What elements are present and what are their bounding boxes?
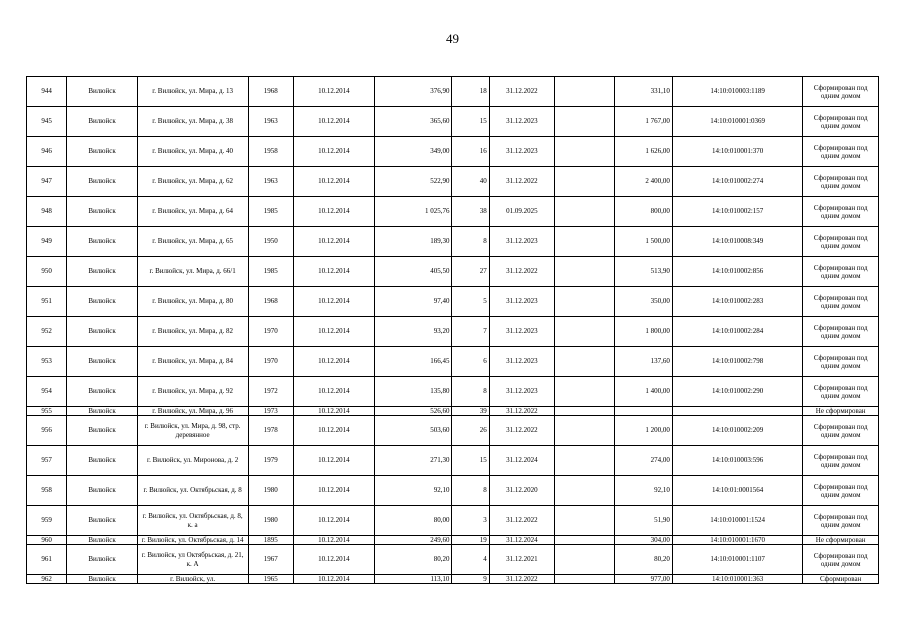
cell-address: г. Вилюйск, ул. Мира, д. 38 (137, 107, 248, 137)
table-row (27, 317, 879, 347)
cell-city: Вилюйск (67, 287, 137, 317)
cell-city: Вилюйск (67, 317, 137, 347)
cell-cadastral-number: 14:10:010001:1107 (672, 545, 802, 575)
cell-city: Вилюйск (67, 137, 137, 167)
cell-address: г. Вилюйск, ул. Мира, д. 98, стр. деревянное (137, 416, 248, 446)
cell-number: 961 (27, 545, 67, 575)
cell-deadline: 31.12.2022 (489, 407, 554, 416)
cell-land-area: 92,10 (614, 476, 672, 506)
cell-year: 1978 (248, 416, 294, 446)
cell-date: 10.12.2014 (294, 227, 375, 257)
cell-number: 959 (27, 506, 67, 536)
cell-address: г. Вилюйск, ул. Мира, д. 84 (137, 347, 248, 377)
cell-residents: 40 (452, 167, 489, 197)
cell-area: 97,40 (374, 287, 452, 317)
cell-land-area: 350,00 (614, 287, 672, 317)
table-row (27, 476, 879, 506)
cell-deadline: 31.12.2022 (489, 77, 554, 107)
cell-date: 10.12.2014 (294, 536, 375, 545)
cell-area: 271,30 (374, 446, 452, 476)
cell-date: 10.12.2014 (294, 407, 375, 416)
cell-year: 1963 (248, 107, 294, 137)
cell-date: 10.12.2014 (294, 287, 375, 317)
cell-date: 10.12.2014 (294, 575, 375, 584)
cell-year: 1970 (248, 317, 294, 347)
cell-status: Сформирован под одним домом (803, 506, 879, 536)
cell-address: г. Вилюйск, ул. (137, 575, 248, 584)
table-row (27, 257, 879, 287)
cell-area: 503,60 (374, 416, 452, 446)
cell-number: 954 (27, 377, 67, 407)
cell-year: 1973 (248, 407, 294, 416)
cell-deadline: 31.12.2023 (489, 347, 554, 377)
cell-cadastral-number: 14:10:010002:283 (672, 287, 802, 317)
cell-area: 405,50 (374, 257, 452, 287)
cell-residents: 5 (452, 287, 489, 317)
cell-empty (554, 197, 614, 227)
cell-residents: 18 (452, 77, 489, 107)
cell-date: 10.12.2014 (294, 107, 375, 137)
cell-number: 955 (27, 407, 67, 416)
cell-status: Сформирован под одним домом (803, 347, 879, 377)
cell-cadastral-number: 14:10:010003:596 (672, 446, 802, 476)
cell-empty (554, 287, 614, 317)
cell-year: 1963 (248, 167, 294, 197)
cell-status: Сформирован под одним домом (803, 197, 879, 227)
table-row (27, 167, 879, 197)
cell-year: 1985 (248, 257, 294, 287)
cell-cadastral-number: 14:10:010002:209 (672, 416, 802, 446)
cell-area: 249,60 (374, 536, 452, 545)
cell-year: 1970 (248, 347, 294, 377)
cell-cadastral-number: 14:10:010008:349 (672, 227, 802, 257)
cell-city: Вилюйск (67, 107, 137, 137)
cell-cadastral-number: 14:10:010002:157 (672, 197, 802, 227)
cell-land-area: 513,90 (614, 257, 672, 287)
cell-empty (554, 347, 614, 377)
cell-address: г. Вилюйск, ул. Миронова, д. 2 (137, 446, 248, 476)
cell-cadastral-number: 14:10:010001:0369 (672, 107, 802, 137)
cell-empty (554, 167, 614, 197)
cell-date: 10.12.2014 (294, 167, 375, 197)
cell-address: г. Вилюйск, ул. Мира, д. 62 (137, 167, 248, 197)
cell-land-area: 1 626,00 (614, 137, 672, 167)
cell-date: 10.12.2014 (294, 377, 375, 407)
cell-date: 10.12.2014 (294, 197, 375, 227)
cell-year: 1972 (248, 377, 294, 407)
cell-year: 1895 (248, 536, 294, 545)
cell-land-area: 1 200,00 (614, 416, 672, 446)
cell-land-area: 274,00 (614, 446, 672, 476)
cell-residents: 9 (452, 575, 489, 584)
cell-area: 526,60 (374, 407, 452, 416)
table-row (27, 347, 879, 377)
cell-number: 962 (27, 575, 67, 584)
cell-area: 113,10 (374, 575, 452, 584)
table-row (27, 545, 879, 575)
cell-cadastral-number: 14:10:010002:798 (672, 347, 802, 377)
table-row (27, 197, 879, 227)
cell-number: 945 (27, 107, 67, 137)
cell-city: Вилюйск (67, 536, 137, 545)
cell-date: 10.12.2014 (294, 137, 375, 167)
cell-status: Не сформирован (803, 536, 879, 545)
table-row (27, 77, 879, 107)
cell-residents: 26 (452, 416, 489, 446)
cell-address: г. Вилюйск, ул. Мира, д. 13 (137, 77, 248, 107)
cell-city: Вилюйск (67, 476, 137, 506)
cell-city: Вилюйск (67, 575, 137, 584)
table-row (27, 107, 879, 137)
cell-status: Сформирован под одним домом (803, 257, 879, 287)
cell-land-area: 137,60 (614, 347, 672, 377)
cell-land-area: 1 400,00 (614, 377, 672, 407)
cell-number: 950 (27, 257, 67, 287)
cell-date: 10.12.2014 (294, 446, 375, 476)
cell-address: г. Вилюйск, ул. Мира, д. 82 (137, 317, 248, 347)
cell-status: Сформирован под одним домом (803, 446, 879, 476)
cell-area: 376,90 (374, 77, 452, 107)
cell-land-area: 1 500,00 (614, 227, 672, 257)
cell-year: 1980 (248, 476, 294, 506)
cell-area: 92,10 (374, 476, 452, 506)
cell-cadastral-number: 14:10:010001:1670 (672, 536, 802, 545)
cell-address: г. Вилюйск, ул. Октябрьская, д. 8, к. а (137, 506, 248, 536)
cell-land-area: 1 767,00 (614, 107, 672, 137)
cell-city: Вилюйск (67, 377, 137, 407)
cell-deadline: 01.09.2025 (489, 197, 554, 227)
cell-address: г. Вилюйск, ул. Мира, д. 65 (137, 227, 248, 257)
cell-residents: 4 (452, 545, 489, 575)
cell-empty (554, 317, 614, 347)
cell-city: Вилюйск (67, 347, 137, 377)
cell-empty (554, 137, 614, 167)
cell-residents: 27 (452, 257, 489, 287)
cell-residents: 15 (452, 446, 489, 476)
cell-empty (554, 506, 614, 536)
table-row (27, 446, 879, 476)
cell-number: 956 (27, 416, 67, 446)
cell-land-area: 977,00 (614, 575, 672, 584)
cell-number: 946 (27, 137, 67, 167)
cell-land-area: 80,20 (614, 545, 672, 575)
table-row (27, 287, 879, 317)
cell-residents: 39 (452, 407, 489, 416)
cell-area: 522,90 (374, 167, 452, 197)
cell-date: 10.12.2014 (294, 257, 375, 287)
table-row (27, 407, 879, 416)
cell-deadline: 31.12.2022 (489, 575, 554, 584)
cell-year: 1979 (248, 446, 294, 476)
cell-empty (554, 536, 614, 545)
cell-number: 948 (27, 197, 67, 227)
cell-deadline: 31.12.2023 (489, 137, 554, 167)
cell-address: г. Вилюйск, ул. Мира, д. 40 (137, 137, 248, 167)
cell-year: 1965 (248, 575, 294, 584)
cell-area: 80,20 (374, 545, 452, 575)
cell-land-area: 1 800,00 (614, 317, 672, 347)
cell-address: г. Вилюйск, ул. Мира, д. 66/1 (137, 257, 248, 287)
cell-area: 189,30 (374, 227, 452, 257)
cell-deadline: 31.12.2023 (489, 377, 554, 407)
table-row (27, 506, 879, 536)
cell-deadline: 31.12.2023 (489, 287, 554, 317)
cell-deadline: 31.12.2021 (489, 545, 554, 575)
cell-cadastral-number: 14:10:010001:1524 (672, 506, 802, 536)
cell-date: 10.12.2014 (294, 476, 375, 506)
cell-empty (554, 377, 614, 407)
cell-residents: 19 (452, 536, 489, 545)
cell-area: 349,00 (374, 137, 452, 167)
cell-residents: 8 (452, 227, 489, 257)
cell-residents: 8 (452, 476, 489, 506)
cell-number: 949 (27, 227, 67, 257)
cell-status: Сформирован под одним домом (803, 545, 879, 575)
cell-empty (554, 257, 614, 287)
cell-number: 951 (27, 287, 67, 317)
cell-year: 1980 (248, 506, 294, 536)
cell-address: г. Вилюйск, ул. Мира, д. 80 (137, 287, 248, 317)
cell-number: 952 (27, 317, 67, 347)
cell-year: 1950 (248, 227, 294, 257)
cell-city: Вилюйск (67, 227, 137, 257)
cell-deadline: 31.12.2022 (489, 416, 554, 446)
cell-empty (554, 227, 614, 257)
cell-residents: 38 (452, 197, 489, 227)
cell-empty (554, 416, 614, 446)
cell-empty (554, 77, 614, 107)
cell-city: Вилюйск (67, 77, 137, 107)
cell-empty (554, 407, 614, 416)
cell-status: Сформирован под одним домом (803, 287, 879, 317)
cell-empty (554, 476, 614, 506)
cell-date: 10.12.2014 (294, 545, 375, 575)
cell-empty (554, 107, 614, 137)
cell-address: г. Вилюйск, ул. Мира, д. 92 (137, 377, 248, 407)
cell-residents: 8 (452, 377, 489, 407)
cell-status: Не сформирован (803, 407, 879, 416)
cell-number: 944 (27, 77, 67, 107)
cell-residents: 7 (452, 317, 489, 347)
cell-land-area: 51,90 (614, 506, 672, 536)
cell-deadline: 31.12.2022 (489, 167, 554, 197)
cell-number: 958 (27, 476, 67, 506)
cell-number: 953 (27, 347, 67, 377)
cell-address: г. Вилюйск, ул. Мира, д. 64 (137, 197, 248, 227)
cell-empty (554, 575, 614, 584)
cell-deadline: 31.12.2023 (489, 107, 554, 137)
cell-date: 10.12.2014 (294, 506, 375, 536)
cell-date: 10.12.2014 (294, 317, 375, 347)
cell-cadastral-number: 14:10:01:0001564 (672, 476, 802, 506)
page-number: 49 (446, 31, 459, 46)
cell-status: Сформирован под одним домом (803, 377, 879, 407)
cell-address: г. Вилюйск, ул. Октябрьская, д. 14 (137, 536, 248, 545)
table-row (27, 377, 879, 407)
cell-status: Сформирован под одним домом (803, 77, 879, 107)
cell-address: г. Вилюйск, ул. Мира, д. 96 (137, 407, 248, 416)
cell-cadastral-number: 14:10:010001:370 (672, 137, 802, 167)
cell-empty (554, 446, 614, 476)
cell-land-area: 331,10 (614, 77, 672, 107)
cell-deadline: 31.12.2024 (489, 536, 554, 545)
cell-year: 1985 (248, 197, 294, 227)
cell-deadline: 31.12.2023 (489, 227, 554, 257)
cell-city: Вилюйск (67, 257, 137, 287)
cell-year: 1968 (248, 287, 294, 317)
table-row (27, 536, 879, 545)
cell-area: 166,45 (374, 347, 452, 377)
cell-area: 135,80 (374, 377, 452, 407)
cell-status: Сформирован (803, 575, 879, 584)
cell-land-area: 2 400,00 (614, 167, 672, 197)
cell-cadastral-number: 14:10:010002:284 (672, 317, 802, 347)
cell-address: г. Вилюйск, ул Октябрьская, д. 21, к. А (137, 545, 248, 575)
cell-date: 10.12.2014 (294, 347, 375, 377)
table-row (27, 227, 879, 257)
cell-cadastral-number (672, 407, 802, 416)
table-row (27, 416, 879, 446)
housing-registry-table (26, 76, 879, 584)
cell-deadline: 31.12.2024 (489, 446, 554, 476)
cell-land-area: 800,00 (614, 197, 672, 227)
cell-status: Сформирован под одним домом (803, 227, 879, 257)
cell-cadastral-number: 14:10:010003:1189 (672, 77, 802, 107)
cell-year: 1968 (248, 77, 294, 107)
cell-cadastral-number: 14:10:010002:290 (672, 377, 802, 407)
cell-status: Сформирован под одним домом (803, 167, 879, 197)
cell-year: 1958 (248, 137, 294, 167)
cell-deadline: 31.12.2022 (489, 257, 554, 287)
cell-residents: 15 (452, 107, 489, 137)
cell-cadastral-number: 14:10:010002:274 (672, 167, 802, 197)
cell-date: 10.12.2014 (294, 416, 375, 446)
cell-city: Вилюйск (67, 197, 137, 227)
cell-area: 365,60 (374, 107, 452, 137)
table-row (27, 137, 879, 167)
cell-date: 10.12.2014 (294, 77, 375, 107)
cell-residents: 6 (452, 347, 489, 377)
cell-number: 960 (27, 536, 67, 545)
cell-status: Сформирован под одним домом (803, 317, 879, 347)
cell-city: Вилюйск (67, 446, 137, 476)
cell-status: Сформирован под одним домом (803, 416, 879, 446)
cell-city: Вилюйск (67, 416, 137, 446)
cell-year: 1967 (248, 545, 294, 575)
cell-status: Сформирован под одним домом (803, 137, 879, 167)
cell-residents: 16 (452, 137, 489, 167)
cell-cadastral-number: 14:10:010002:856 (672, 257, 802, 287)
cell-area: 80,00 (374, 506, 452, 536)
cell-status: Сформирован под одним домом (803, 476, 879, 506)
cell-land-area (614, 407, 672, 416)
cell-empty (554, 545, 614, 575)
table-row (27, 575, 879, 584)
cell-status: Сформирован под одним домом (803, 107, 879, 137)
cell-city: Вилюйск (67, 407, 137, 416)
cell-land-area: 304,00 (614, 536, 672, 545)
cell-number: 957 (27, 446, 67, 476)
cell-residents: 3 (452, 506, 489, 536)
cell-deadline: 31.12.2023 (489, 317, 554, 347)
cell-city: Вилюйск (67, 167, 137, 197)
cell-city: Вилюйск (67, 545, 137, 575)
cell-address: г. Вилюйск, ул. Октябрьская, д. 8 (137, 476, 248, 506)
cell-deadline: 31.12.2022 (489, 506, 554, 536)
cell-area: 93,20 (374, 317, 452, 347)
cell-area: 1 025,76 (374, 197, 452, 227)
cell-city: Вилюйск (67, 506, 137, 536)
cell-number: 947 (27, 167, 67, 197)
cell-cadastral-number: 14:10:010001:363 (672, 575, 802, 584)
cell-deadline: 31.12.2020 (489, 476, 554, 506)
